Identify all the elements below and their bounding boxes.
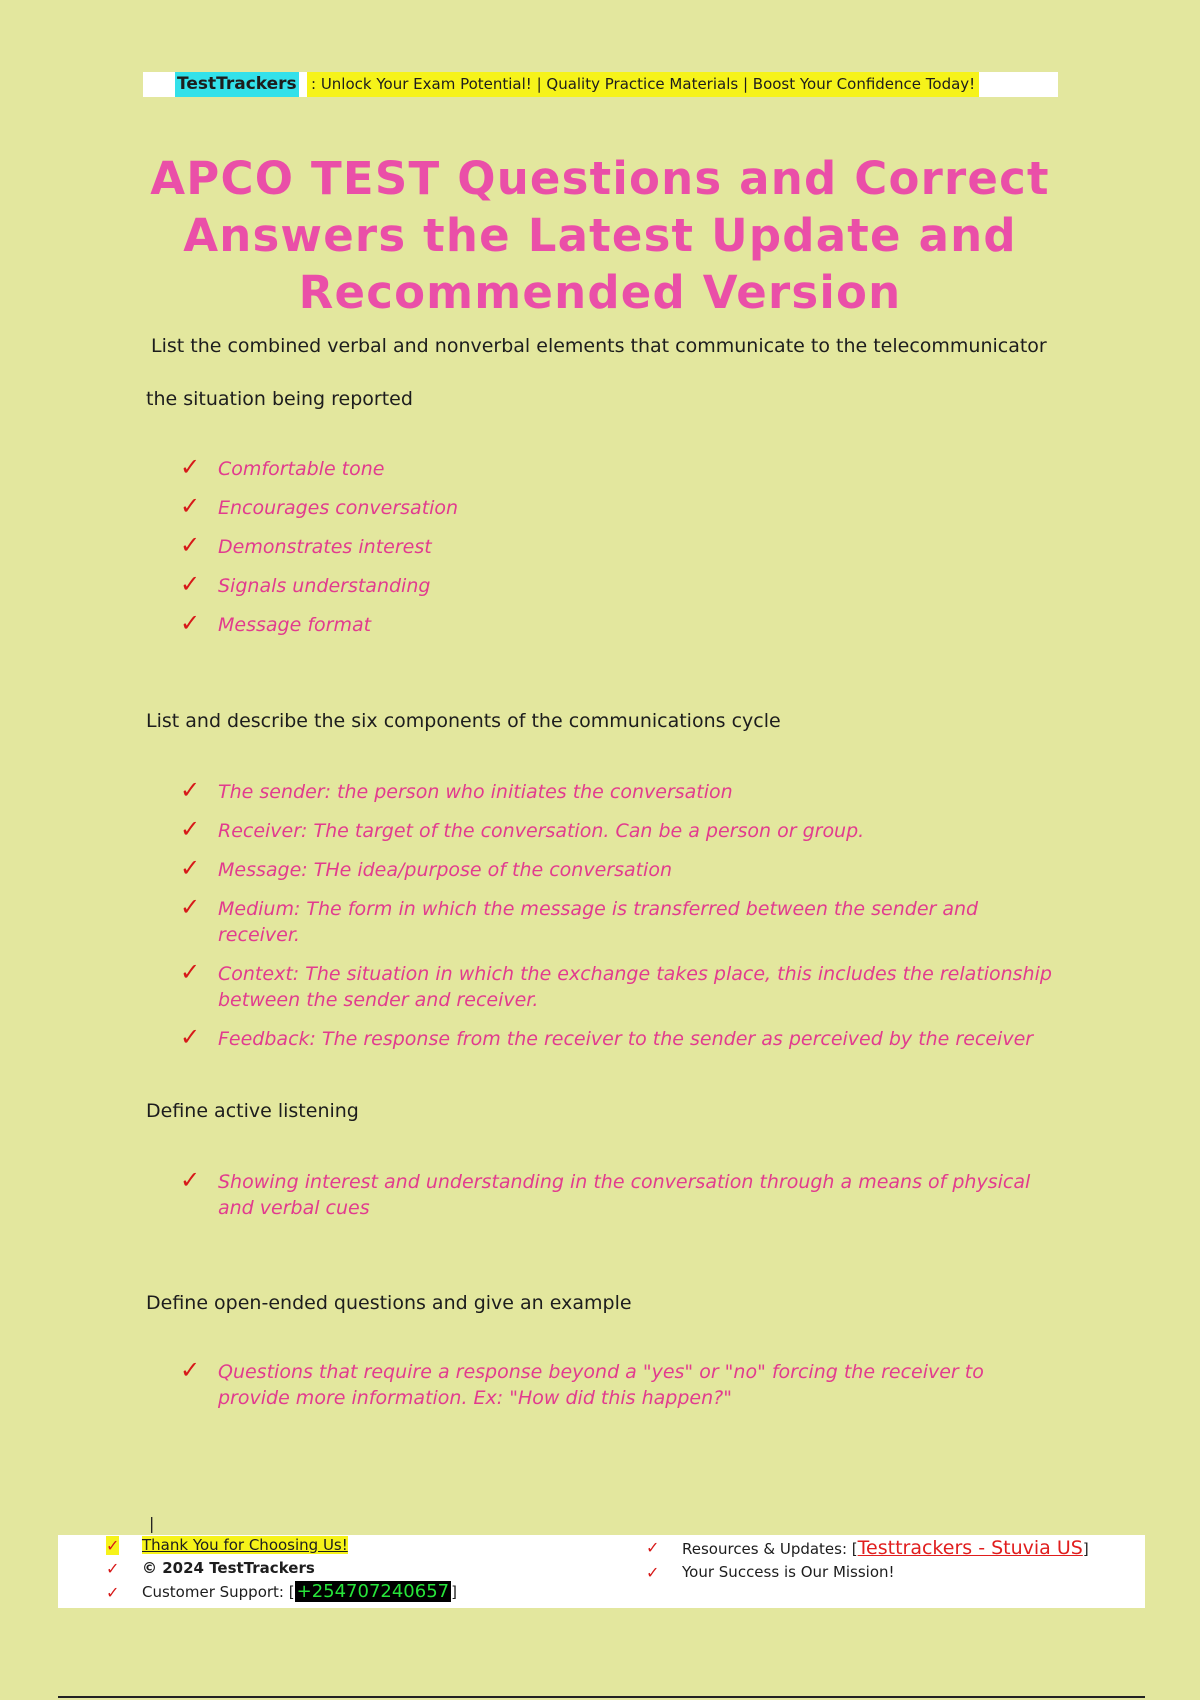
- question-3: Define active listening: [146, 1100, 359, 1122]
- list-item: ✓ Showing interest and understanding in the conversation through a means of physical and verbal cues: [180, 1166, 1031, 1219]
- check-icon: ✓: [646, 1538, 660, 1557]
- list-item: ✓ Comfortable tone: [180, 453, 385, 481]
- footer-mission: Your Success is Our Mission!: [682, 1563, 895, 1581]
- text-cursor: |: [149, 1514, 155, 1533]
- check-icon: ✓: [180, 570, 201, 598]
- check-icon: ✓: [106, 1583, 120, 1602]
- footer-resources: Resources & Updates: [Testtrackers - Stuvia US]: [682, 1537, 1089, 1559]
- banner-tagline: : Unlock Your Exam Potential! | Quality Practice Materials | Boost Your Confidence Today!: [307, 72, 979, 97]
- resources-link[interactable]: Testtrackers - Stuvia US: [857, 1537, 1083, 1559]
- list-item: ✓ Feedback: The response from the receiver to the sender as perceived by the receiver: [180, 1023, 1034, 1051]
- list-item: ✓ Context: The situation in which the exchange takes place, this includes the relationship between the sender and receiver.: [180, 958, 1052, 1011]
- check-icon: ✓: [180, 815, 201, 843]
- top-banner: [143, 72, 1058, 97]
- answer-list-4: [180, 1356, 1060, 1411]
- check-icon: ✓: [180, 531, 201, 559]
- answer-list-3: [180, 1166, 1060, 1221]
- list-item: ✓ Signals understanding: [180, 570, 431, 598]
- answer-list-1: [180, 453, 459, 638]
- check-icon: ✓: [106, 1536, 120, 1555]
- question-4: Define open-ended questions and give an example: [146, 1292, 632, 1314]
- support-phone[interactable]: +254707240657: [296, 1581, 450, 1602]
- question-1-line-2: the situation being reported: [146, 388, 413, 410]
- list-item: ✓ Receiver: The target of the conversation. Can be a person or group.: [180, 815, 865, 843]
- check-icon: ✓: [180, 1023, 201, 1051]
- check-icon: ✓: [180, 958, 201, 986]
- check-icon: ✓: [106, 1559, 120, 1578]
- question-1-line-1: List the combined verbal and nonverbal elements that communicate to the telecommunicator: [151, 335, 1047, 357]
- question-2: List and describe the six components of the communications cycle: [146, 710, 781, 732]
- footer-support: Customer Support: [ +254707240657 ]: [142, 1581, 457, 1602]
- answer-list-2: [180, 776, 1060, 1052]
- footer-thanks: Thank You for Choosing Us!: [142, 1536, 348, 1554]
- list-item: ✓ Encourages conversation: [180, 492, 459, 520]
- list-item: ✓ Medium: The form in which the message is transferred between the sender and receiver.: [180, 893, 979, 946]
- list-item: ✓ Demonstrates interest: [180, 531, 432, 559]
- list-item: ✓ The sender: the person who initiates the conversation: [180, 776, 733, 804]
- check-icon: ✓: [180, 609, 201, 637]
- footer: [58, 1535, 1145, 1608]
- check-icon: ✓: [180, 1356, 201, 1384]
- footer-copyright: © 2024 TestTrackers: [142, 1559, 315, 1577]
- check-icon: ✓: [180, 1166, 201, 1194]
- brand-name: TestTrackers: [175, 72, 299, 97]
- document-title: APCO TEST Questions and Correct Answers the Latest Update and Recommended Version: [150, 152, 1050, 319]
- list-item: ✓ Questions that require a response beyond a "yes" or "no" forcing the receiver to provide more information. Ex: "How did this happen?": [180, 1356, 984, 1409]
- check-icon: ✓: [180, 893, 201, 921]
- check-icon: ✓: [180, 854, 201, 882]
- check-icon: ✓: [180, 453, 201, 481]
- check-icon: ✓: [646, 1563, 660, 1582]
- check-icon: ✓: [180, 776, 201, 804]
- page-bottom-rule: [58, 1696, 1145, 1698]
- list-item: ✓ Message format: [180, 609, 372, 637]
- check-icon: ✓: [180, 492, 201, 520]
- list-item: ✓ Message: THe idea/purpose of the conversation: [180, 854, 673, 882]
